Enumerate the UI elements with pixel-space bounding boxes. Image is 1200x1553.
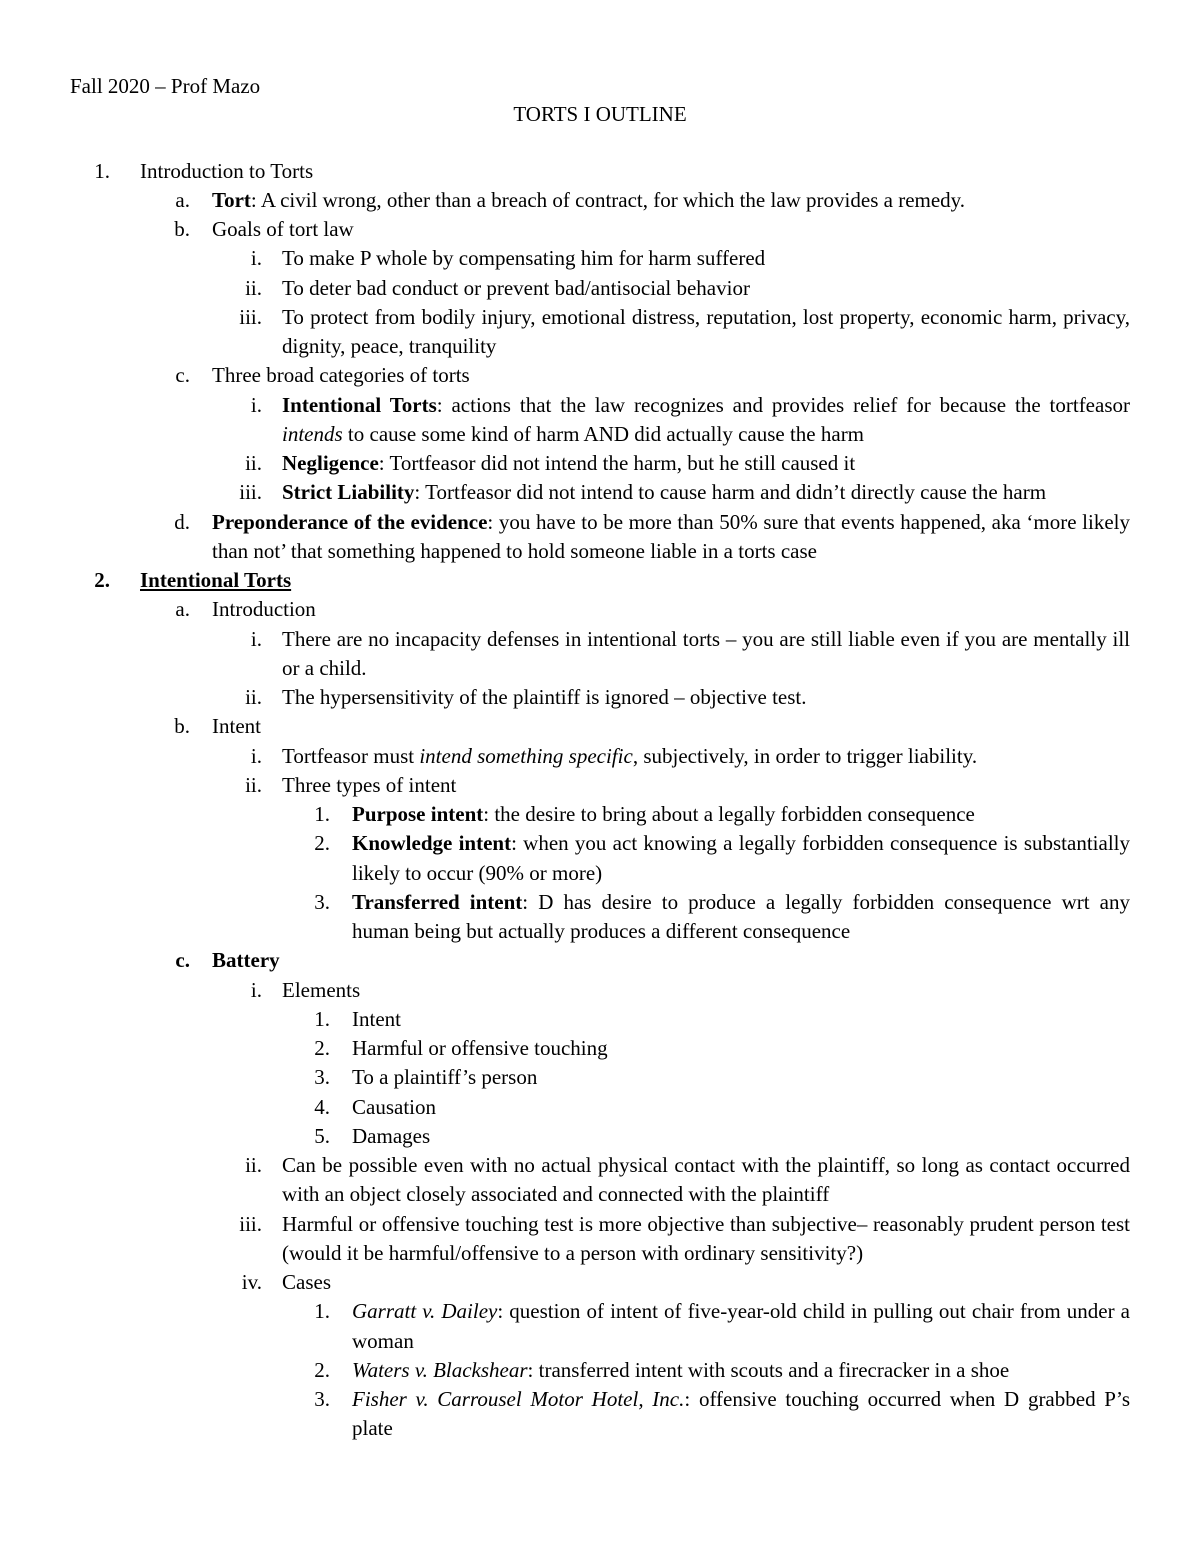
list-marker: 2. <box>314 831 330 856</box>
list-marker: 1. <box>314 1006 330 1031</box>
item-text: Goals of tort law <box>212 217 354 241</box>
outline-subitem <box>250 976 1130 1005</box>
list-marker: d. <box>174 509 190 534</box>
outline-subitem <box>245 683 1130 712</box>
item-text: : Tortfeasor did not intend the harm, but he still caused it <box>378 451 856 475</box>
outline-subitem <box>239 1210 1130 1269</box>
list-marker: 2. <box>314 1357 330 1382</box>
list-marker: 3. <box>314 1065 330 1090</box>
list-marker: i. <box>250 246 262 271</box>
item-text: : A civil wrong, other than a breach of contract, for which the law provides a remedy. <box>250 187 966 212</box>
outline-subitem <box>239 478 1130 507</box>
list-marker: b. <box>174 217 190 241</box>
list-marker: 5. <box>314 1123 330 1148</box>
outline-item <box>174 712 1130 741</box>
list-marker: ii. <box>245 1153 262 1177</box>
item-text: : transferred intent with scouts and a firecracker in a shoe <box>527 1357 1010 1382</box>
list-marker: i. <box>250 392 262 417</box>
section-heading <box>94 566 1130 595</box>
item-text: , subjectively, in order to trigger liability. <box>632 743 978 768</box>
case-entry <box>314 1356 1130 1385</box>
outline-subsubitem <box>314 1063 1130 1092</box>
outline-item <box>175 595 1130 624</box>
list-marker: 1. <box>314 802 330 826</box>
document-title: TORTS I OUTLINE <box>513 102 687 126</box>
list-marker: ii. <box>245 772 262 797</box>
emphasized-text: intends <box>282 421 343 446</box>
item-text: Tortfeasor must <box>282 743 420 768</box>
item-text: To deter bad conduct or prevent bad/antisocial behavior <box>282 275 750 300</box>
outline-item <box>175 186 1130 215</box>
case-name: Fisher v. Carrousel Motor Hotel, Inc. <box>352 1387 685 1411</box>
list-marker: 3. <box>314 889 330 914</box>
section-title: Introduction to Torts <box>140 158 314 183</box>
outline-subitem <box>250 244 1130 273</box>
list-marker: c. <box>175 363 190 388</box>
list-marker: ii. <box>245 685 262 709</box>
section-heading <box>94 157 1130 186</box>
list-marker: iii. <box>239 1211 262 1236</box>
outline-subitem <box>245 771 1130 800</box>
list-marker: i. <box>250 743 262 768</box>
item-text: : question of intent of five-year-old child in pulling out chair from under a woman <box>352 1299 1131 1353</box>
item-text: : you have to be more than 50% sure that events happened, aka ‘more likely than not’ that something happened to hold someone liable in a torts case <box>212 509 1130 563</box>
item-text: Harmful or offensive touching <box>352 1036 608 1060</box>
subsection-title: Battery <box>212 948 280 973</box>
item-text: : D has desire to produce a legally forbidden consequence wrt any human being but actually produces a different consequence <box>352 889 1130 943</box>
item-text: : Tortfeasor did not intend to cause harm and didn’t directly cause the harm <box>414 480 1047 505</box>
case-name: Garratt v. Dailey <box>352 1299 498 1324</box>
list-marker: a. <box>175 597 190 622</box>
list-marker: 2. <box>314 1036 330 1060</box>
outline-subsubitem <box>314 1093 1130 1122</box>
list-marker: iv. <box>241 1270 262 1294</box>
item-text: Intent <box>212 714 261 739</box>
case-name: Waters v. Blackshear <box>352 1357 528 1382</box>
outline-subitem <box>250 625 1130 684</box>
item-text: : actions that the law recognizes and provides relief for because the tortfeasor <box>436 392 1130 417</box>
item-text: Damages <box>352 1123 431 1148</box>
list-marker: ii. <box>245 275 262 300</box>
outline-subitem <box>239 303 1130 362</box>
list-marker: 4. <box>314 1094 330 1119</box>
item-text: : the desire to bring about a legally forbidden consequence <box>483 802 975 826</box>
outline-subitem <box>245 1151 1130 1210</box>
case-entry <box>314 1385 1130 1444</box>
defined-term: Tort <box>212 187 251 212</box>
item-text: To make P whole by compensating him for harm suffered <box>282 246 766 271</box>
list-marker: b. <box>174 714 190 739</box>
defined-term: Negligence <box>282 451 379 475</box>
outline-subsubitem <box>314 1005 1130 1034</box>
defined-term: Purpose intent <box>352 802 484 826</box>
list-marker: iii. <box>239 480 262 505</box>
list-marker: c. <box>175 948 190 973</box>
item-text: There are no incapacity defenses in intentional torts – you are still liable even if you are mentally ill or a child. <box>282 626 1130 680</box>
item-text: Harmful or offensive touching test is more objective than subjective– reasonably prudent person test (would it be harmful/offensive to a person with ordinary sensitivity?) <box>282 1211 1130 1265</box>
course-header: Fall 2020 – Prof Mazo <box>70 74 261 98</box>
outline-item <box>174 215 1130 244</box>
outline-subsubitem <box>314 888 1130 947</box>
outline <box>0 157 1200 1444</box>
item-text: Causation <box>352 1094 436 1119</box>
list-marker: i. <box>250 626 262 651</box>
outline-subsubitem <box>314 829 1130 888</box>
outline-subitem <box>250 391 1130 450</box>
defined-term: Preponderance of the evidence <box>212 509 488 534</box>
item-text: To protect from bodily injury, emotional distress, reputation, lost property, economic harm, privacy, dignity, peace, tranquility <box>282 304 1130 358</box>
list-marker: 3. <box>314 1387 330 1411</box>
item-text: : offensive touching occurred when D grabbed P’s plate <box>352 1387 1130 1441</box>
item-text: Cases <box>282 1270 331 1294</box>
section-title: Intentional Torts <box>140 568 292 592</box>
defined-term: Strict Liability <box>282 480 415 505</box>
outline-subsubitem <box>314 1034 1130 1063</box>
outline-item <box>175 946 1130 975</box>
item-text: Three broad categories of torts <box>212 363 470 388</box>
defined-term: Intentional Torts <box>282 392 437 417</box>
item-text: Intent <box>352 1006 401 1031</box>
outline-subitem <box>245 449 1130 478</box>
item-text: Introduction <box>212 597 316 622</box>
item-text: Elements <box>282 977 361 1002</box>
defined-term: Transferred intent <box>352 889 523 914</box>
list-marker: i. <box>250 977 262 1002</box>
case-entry <box>314 1297 1131 1356</box>
item-text: Can be possible even with no actual physical contact with the plaintiff, so long as contact occurred with an object closely associated and connected with the plaintiff <box>282 1153 1130 1207</box>
outline-subitem <box>245 274 1130 303</box>
outline-item <box>175 361 1130 390</box>
list-marker: 1. <box>314 1299 330 1324</box>
emphasized-text: intend something specific <box>419 743 633 768</box>
item-text: to cause some kind of harm AND did actually cause the harm <box>342 421 865 446</box>
item-text: The hypersensitivity of the plaintiff is ignored – objective test. <box>282 685 807 709</box>
defined-term: Knowledge intent <box>352 831 512 856</box>
item-text: : when you act knowing a legally forbidden consequence is substantially likely to occur (90% or more) <box>352 831 1130 885</box>
list-marker: 1. <box>94 158 110 183</box>
list-marker: iii. <box>239 304 262 329</box>
outline-subsubitem <box>314 800 1130 829</box>
list-marker: ii. <box>245 451 262 475</box>
item-text: To a plaintiff’s person <box>352 1065 538 1090</box>
outline-subitem <box>250 742 1130 771</box>
list-marker: a. <box>175 187 190 212</box>
outline-item <box>174 508 1130 567</box>
item-text: Three types of intent <box>282 772 457 797</box>
outline-subitem <box>241 1268 1130 1297</box>
outline-subsubitem <box>314 1122 1130 1151</box>
list-marker: 2. <box>94 568 110 592</box>
